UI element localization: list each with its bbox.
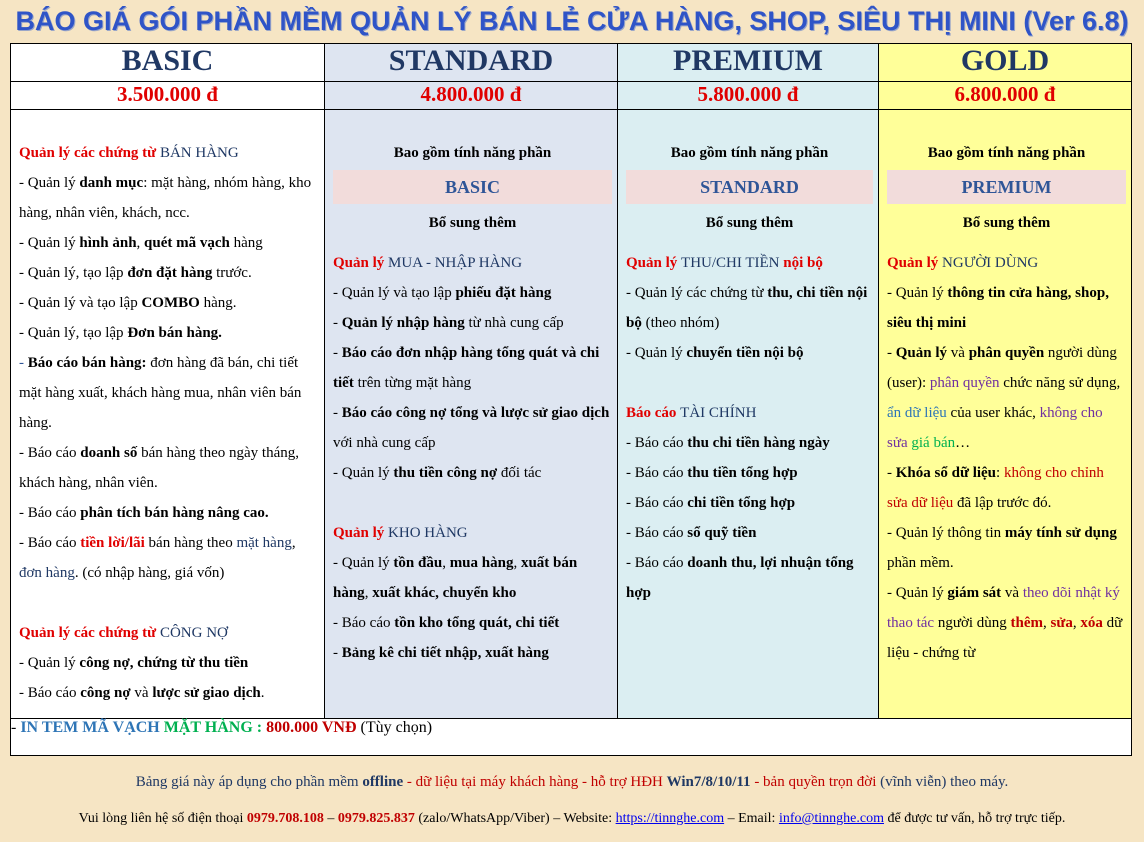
basic-item: - Báo cáo phân tích bán hàng nâng cao. — [19, 505, 269, 521]
basic-item: - Quản lý danh mục: mặt hàng, nhóm hàng, kho hàng, nhân viên, khách, ncc. — [19, 175, 312, 221]
premium-includes-label: Bao gồm tính năng phần — [670, 145, 829, 161]
basic-features — [11, 110, 325, 719]
gold-item: - Quản lý và phân quyền người dùng (user): phân quyền chức năng sử dụng, ẩn dữ liệu của user khác, không cho sửa giá bán… — [887, 345, 1121, 451]
plan-premium-price: 5.800.000 đ — [618, 82, 879, 110]
basic-item: - Quản lý, tạo lập Đơn bán hàng. — [19, 325, 222, 341]
basic-item: - Quản lý công nợ, chứng từ thu tiền — [19, 655, 249, 671]
plan-premium-name: PREMIUM — [618, 44, 879, 82]
gold-item: - Khóa sổ dữ liệu: không cho chỉnh sửa dữ liệu đã lập trước đó. — [887, 465, 1104, 511]
standard-item: - Báo cáo công nợ tổng và lược sử giao dịch với nhà cung cấp — [333, 405, 610, 451]
basic-item: - Báo cáo doanh số bán hàng theo ngày tháng, khách hàng, nhân viên. — [19, 445, 299, 491]
barcode-option: - IN TEM MÃ VẠCH MẶT HÀNG : 800.000 VNĐ (Tùy chọn) — [11, 719, 1132, 756]
plan-basic-price: 3.500.000 đ — [11, 82, 325, 110]
standard-item: - Báo cáo tồn kho tổng quát, chi tiết — [333, 615, 560, 631]
basic-heading-sales: Quản lý các chứng từ BÁN HÀNG — [19, 145, 239, 161]
standard-features — [325, 110, 618, 719]
premium-item: - Báo cáo thu chi tiền hàng ngày — [626, 435, 830, 451]
premium-includes-plan: STANDARD — [626, 170, 873, 204]
standard-additional-label: Bổ sung thêm — [428, 215, 517, 231]
basic-item: - Báo cáo công nợ và lược sử giao dịch. — [19, 685, 265, 701]
gold-heading-users: Quản lý NGƯỜI DÙNG — [887, 255, 1039, 271]
premium-heading-cash: Quản lý THU/CHI TIỀN nội bộ — [626, 255, 823, 271]
standard-item: - Quản lý nhập hàng từ nhà cung cấp — [333, 315, 564, 331]
basic-item: - Quản lý và tạo lập COMBO hàng. — [19, 295, 237, 311]
phone-2[interactable]: 0979.825.837 — [337, 811, 415, 826]
plan-gold-name: GOLD — [879, 44, 1132, 82]
basic-item: - Quản lý, tạo lập đơn đặt hàng trước. — [19, 265, 252, 281]
plan-standard-name: STANDARD — [325, 44, 618, 82]
premium-item: - Báo cáo doanh thu, lợi nhuận tổng hợp — [626, 555, 854, 601]
gold-includes-plan: PREMIUM — [887, 170, 1126, 204]
premium-item: - Báo cáo thu tiền tổng hợp — [626, 465, 798, 481]
email-link[interactable]: info@tinnghe.com — [778, 811, 884, 826]
standard-item: - Báo cáo đơn nhập hàng tổng quát và chi tiết trên từng mặt hàng — [333, 345, 600, 391]
page-title: BÁO GIÁ GÓI PHẦN MỀM QUẢN LÝ BÁN LẺ CỬA HÀNG, SHOP, SIÊU THỊ MINI (Ver 6.8) — [15, 6, 1129, 36]
website-link[interactable]: https://tinnghe.com — [615, 811, 725, 826]
standard-heading-warehouse: Quản lý KHO HÀNG — [333, 525, 468, 541]
premium-item: - Quản lý chuyển tiền nội bộ — [626, 345, 804, 361]
barcode-option-row — [11, 719, 1132, 756]
premium-item: - Báo cáo sổ quỹ tiền — [626, 525, 757, 541]
standard-includes-label: Bao gồm tính năng phần — [393, 145, 552, 161]
plan-name-row — [11, 44, 1132, 82]
premium-features — [618, 110, 879, 719]
phone-1[interactable]: 0979.708.108 — [246, 811, 324, 826]
plan-features-row — [11, 110, 1132, 719]
premium-item: - Quản lý các chứng từ thu, chi tiền nội bộ (theo nhóm) — [626, 285, 868, 331]
standard-item: - Quản lý tồn đầu, mua hàng, xuất bán hàng, xuất khác, chuyển kho — [333, 555, 578, 601]
premium-item: - Báo cáo chi tiền tổng hợp — [626, 495, 796, 511]
standard-item: - Bảng kê chi tiết nhập, xuất hàng — [333, 645, 549, 661]
contact-note: Vui lòng liên hệ số điện thoại 0979.708.108 – 0979.825.837 (zalo/WhatsApp/Viber) – Website: https://tinnghe.com – Email: info@tinnghe.com để được tư vấn, hỗ trợ trực tiếp. — [78, 811, 1066, 826]
plan-gold-price: 6.800.000 đ — [879, 82, 1132, 110]
plan-price-row — [11, 82, 1132, 110]
basic-item: - Quản lý hình ảnh, quét mã vạch hàng — [19, 235, 263, 251]
standard-includes-plan: BASIC — [333, 170, 612, 204]
price-table — [10, 43, 1132, 756]
premium-heading-finance: Báo cáo TÀI CHÍNH — [626, 405, 757, 421]
gold-includes-label: Bao gồm tính năng phần — [927, 145, 1086, 161]
basic-heading-debt: Quản lý các chứng từ CÔNG NỢ — [19, 625, 228, 641]
plan-basic-name: BASIC — [11, 44, 325, 82]
basic-item: - Báo cáo bán hàng: đơn hàng đã bán, chi tiết mặt hàng xuất, khách hàng mua, nhân viên bán hàng. — [19, 355, 302, 431]
basic-item: - Báo cáo tiền lời/lãi bán hàng theo mặt hàng, đơn hàng. (có nhập hàng, giá vốn) — [19, 535, 296, 581]
standard-heading-purchase: Quản lý MUA - NHẬP HÀNG — [333, 255, 523, 271]
gold-additional-label: Bổ sung thêm — [962, 215, 1051, 231]
license-note: Bảng giá này áp dụng cho phần mềm offline - dữ liệu tại máy khách hàng - hỗ trợ HĐH Win7/8/10/11 - bản quyền trọn đời (vĩnh viễn) theo máy. — [135, 774, 1009, 790]
standard-item: - Quản lý và tạo lập phiếu đặt hàng — [333, 285, 552, 301]
gold-item: - Quản lý giám sát và theo dõi nhật ký thao tác người dùng thêm, sửa, xóa dữ liệu - chứng từ — [887, 585, 1123, 661]
gold-item: - Quản lý thông tin cửa hàng, shop, siêu thị mini — [887, 285, 1109, 331]
premium-additional-label: Bổ sung thêm — [705, 215, 794, 231]
gold-item: - Quản lý thông tin máy tính sử dụng phần mềm. — [887, 525, 1117, 571]
standard-item: - Quản lý thu tiền công nợ đối tác — [333, 465, 542, 481]
gold-features — [879, 110, 1132, 719]
plan-standard-price: 4.800.000 đ — [325, 82, 618, 110]
